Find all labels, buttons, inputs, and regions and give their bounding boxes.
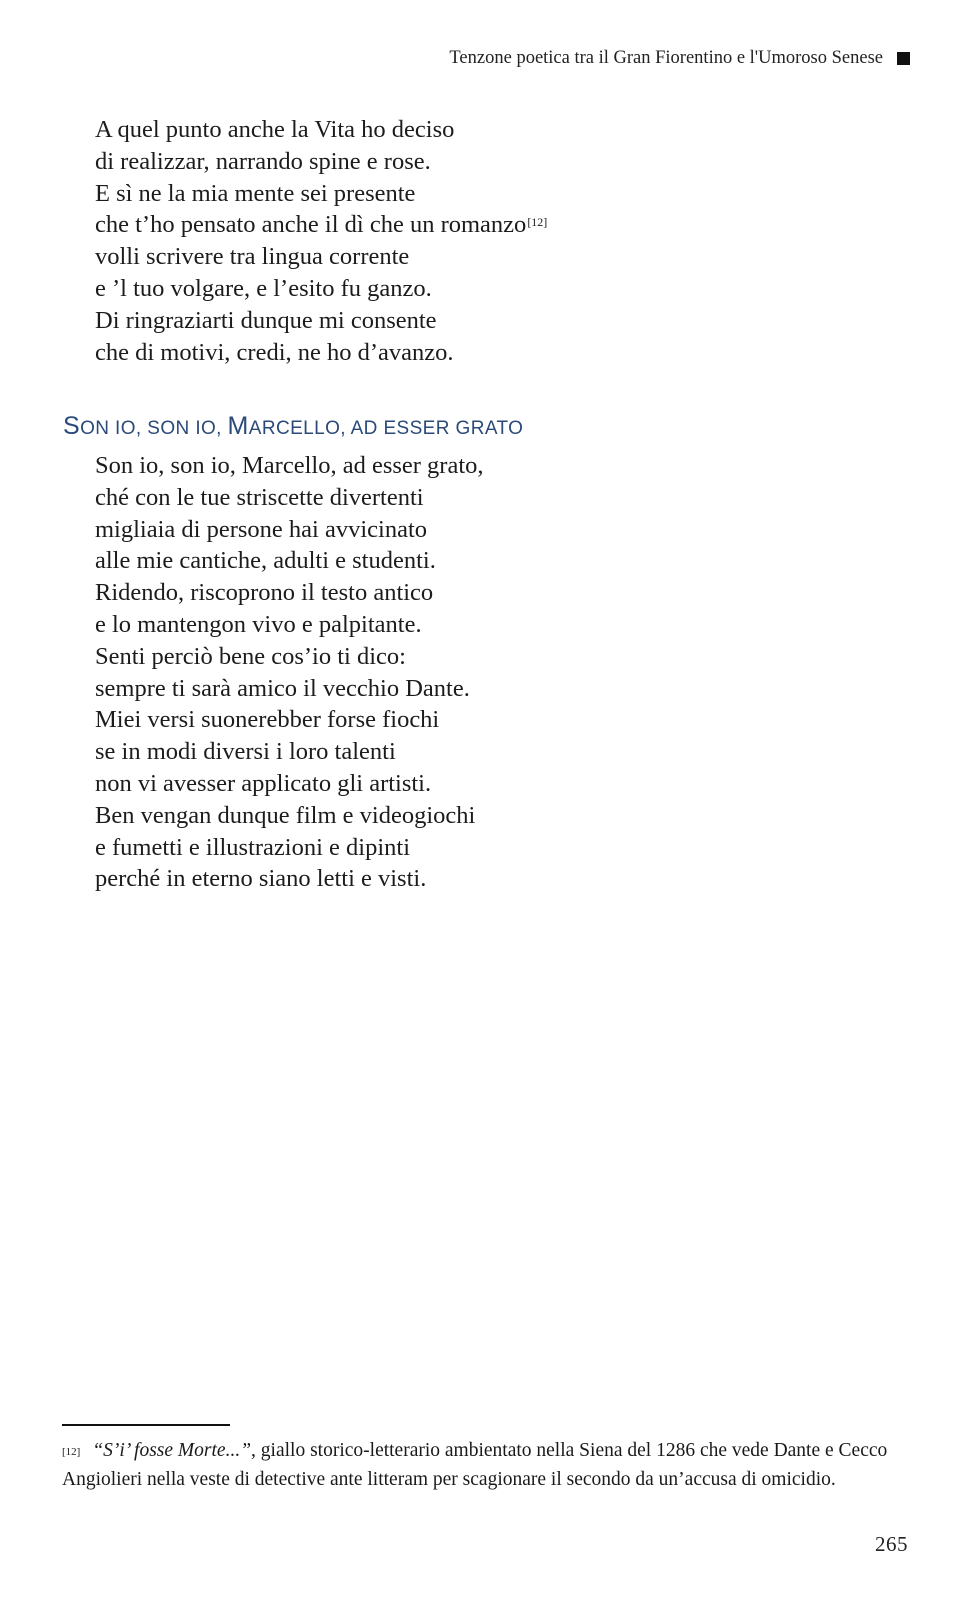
verse-line: perché in eterno siano letti e visti. bbox=[95, 865, 427, 893]
verse-line: che di motivi, credi, ne ho d’avanzo. bbox=[95, 338, 454, 366]
footnote-divider bbox=[62, 1424, 230, 1426]
verse-line: Di ringraziarti dunque mi consente bbox=[95, 306, 437, 334]
title-initial: S bbox=[63, 412, 81, 440]
running-header bbox=[449, 48, 910, 69]
footnote-text: , giallo storico-letterario ambientato nella Siena del 1286 che vede Dante e Cecco Angiolieri nella veste di detective ante litteram per scagionare il secondo da un’accusa di omicidio. bbox=[62, 1440, 888, 1490]
footnote bbox=[62, 1436, 932, 1494]
verse-line: e lo mantengon vivo e palpitante. bbox=[95, 610, 422, 638]
verse-line: A quel punto anche la Vita ho deciso bbox=[95, 116, 455, 143]
verse-line: migliaia di persone hai avvicinato bbox=[95, 515, 428, 543]
verse-line: alle mie cantiche, adulti e studenti. bbox=[95, 547, 436, 575]
stanza-1 bbox=[95, 114, 547, 368]
verse-line: di realizzar, narrando spine e rose. bbox=[95, 147, 431, 175]
verse-line: Ben vengan dunque film e videogiochi bbox=[95, 801, 476, 829]
header-square-icon bbox=[897, 52, 910, 65]
stanza-2 bbox=[95, 450, 484, 895]
verse-line: Senti perciò bene cos’io ti dico: bbox=[95, 642, 406, 670]
verse-line: Miei versi suonerebber forse fiochi bbox=[95, 706, 440, 734]
footnote-mark: [12] bbox=[62, 1446, 81, 1458]
verse-line: volli scrivere tra lingua corrente bbox=[95, 243, 410, 271]
running-title: Tenzone poetica tra il Gran Fiorentino e l'Umoroso Senese bbox=[449, 48, 883, 68]
title-smallcaps: ARCELLO, AD ESSER GRATO bbox=[248, 418, 524, 439]
verse-line: Ridendo, riscoprono il testo antico bbox=[95, 579, 434, 607]
footnote-reference[interactable]: [12] bbox=[527, 215, 548, 230]
footnote-title: “S’i’ fosse Morte...” bbox=[92, 1440, 252, 1461]
verse-line: e ’l tuo volgare, e l’esito fu ganzo. bbox=[95, 274, 432, 302]
verse-line: non vi avesser applicato gli artisti. bbox=[95, 769, 432, 797]
verse-line: Son io, son io, Marcello, ad esser grato, bbox=[95, 452, 484, 479]
verse-line: E sì ne la mia mente sei presente bbox=[95, 179, 416, 207]
title-initial: M bbox=[227, 412, 249, 440]
verse-text: che t’ho pensato anche il dì che un romanzo bbox=[95, 211, 527, 239]
title-smallcaps: ON IO, SON IO, bbox=[80, 418, 228, 439]
verse-line: se in modi diversi i loro talenti bbox=[95, 738, 396, 766]
page-number: 265 bbox=[875, 1532, 908, 1556]
section-title bbox=[63, 412, 523, 441]
verse-line: sempre ti sarà amico il vecchio Dante. bbox=[95, 674, 470, 702]
verse-line: ché con le tue striscette divertenti bbox=[95, 483, 424, 511]
verse-line bbox=[95, 209, 547, 241]
verse-line: e fumetti e illustrazioni e dipinti bbox=[95, 833, 411, 861]
